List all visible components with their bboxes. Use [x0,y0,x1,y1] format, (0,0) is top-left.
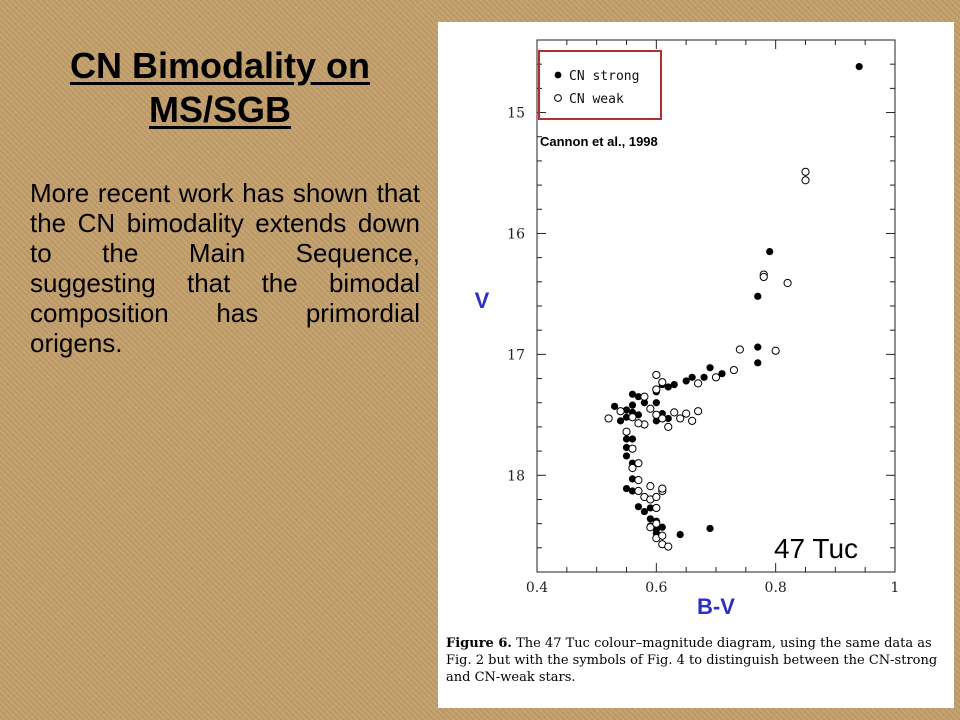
cn-strong-point [641,508,648,515]
cn-strong-point [677,531,684,538]
y-tick-label: 17 [507,347,525,364]
figure-caption-text: The 47 Tuc colour–magnitude diagram, using the same data as Fig. 2 but with the symbols of Fig. 4 to distinguish between the CN-strong and CN-weak stars. [446,636,938,685]
cn-weak-point [659,379,666,386]
legend [555,69,640,107]
cn-weak-point [653,371,660,378]
cmd-scatter-chart [438,22,954,622]
y-tick-label: 16 [507,226,525,243]
cn-weak-point [629,464,636,471]
cn-weak-point [635,477,642,484]
cn-strong-point [683,377,690,384]
cn-weak-point [665,423,672,430]
cn-weak-point [653,504,660,511]
x-tick-label: 0.4 [525,580,549,596]
cn-weak-point [677,415,684,422]
cn-weak-point [784,279,791,286]
citation-label: Cannon et al., 1998 [540,134,658,149]
legend-label-cn-strong: CN strong [569,69,640,84]
cluster-label: 47 Tuc [773,533,859,564]
legend-label-cn-weak: CN weak [569,92,624,107]
y-tick-label: 15 [507,105,525,122]
cn-weak-point [802,168,809,175]
figure-caption-lead: Figure 6. [446,636,512,651]
slide-body-text: More recent work has shown that the CN bimodality extends down to the Main Sequence, suggesting that the bimodal composition has primordial origens. [30,178,420,358]
cn-weak-point [695,380,702,387]
cn-strong-point [689,374,696,381]
cn-strong-point [706,364,713,371]
x-tick-label: 0.8 [764,580,787,596]
slide-title [20,44,420,132]
slide-title-line-1: CN Bimodality on [69,45,370,86]
cn-weak-point [635,487,642,494]
cn-strong-point [635,503,642,510]
cn-weak-point [605,415,612,422]
cn-strong-point [629,402,636,409]
cn-weak-point [653,493,660,500]
cn-weak-point [802,177,809,184]
cn-strong-point [706,525,713,532]
cn-weak-point [629,445,636,452]
y-tick-label: 18 [507,468,525,485]
cn-weak-point [647,405,654,412]
cn-weak-point [772,347,779,354]
legend-marker-cn-weak [555,95,562,102]
cn-strong-point [754,359,761,366]
cn-weak-point [671,409,678,416]
figure-caption [446,635,944,686]
cn-strong-point [754,293,761,300]
cn-strong-point [629,391,636,398]
cn-weak-point [659,532,666,539]
cn-weak-point [653,386,660,393]
legend-marker-cn-strong [555,72,562,79]
cn-weak-point [730,366,737,373]
cn-weak-point [629,414,636,421]
slide-title-line-2: MS/SGB [148,89,291,130]
cn-strong-point [623,435,630,442]
cn-strong-point [700,374,707,381]
figure-panel [438,22,954,708]
cn-weak-point [617,408,624,415]
x-tick-label: 0.6 [645,580,668,596]
x-tick-label: 1 [890,580,900,596]
cn-weak-point [665,543,672,550]
cn-weak-point [689,417,696,424]
cn-strong-point [611,403,618,410]
cn-weak-point [641,393,648,400]
cn-strong-point [623,452,630,459]
cn-weak-point [712,374,719,381]
axis-ticks [507,40,899,596]
cn-strong-point [653,399,660,406]
cn-weak-point [623,428,630,435]
cn-weak-point [647,483,654,490]
cn-weak-point [653,520,660,527]
legend-highlight-box [539,51,661,119]
cn-weak-point [635,420,642,427]
cn-strong-point [754,344,761,351]
cn-weak-point [760,273,767,280]
cn-weak-point [683,410,690,417]
cn-strong-point [766,248,773,255]
cn-strong-point [856,63,863,70]
cn-weak-point [659,485,666,492]
cn-strong-point [617,417,624,424]
cn-weak-point [695,408,702,415]
x-axis-label: B-V [697,594,735,619]
cn-weak-point [635,460,642,467]
cn-weak-point [736,346,743,353]
y-axis-label: V [474,288,490,313]
cn-weak-point [659,415,666,422]
